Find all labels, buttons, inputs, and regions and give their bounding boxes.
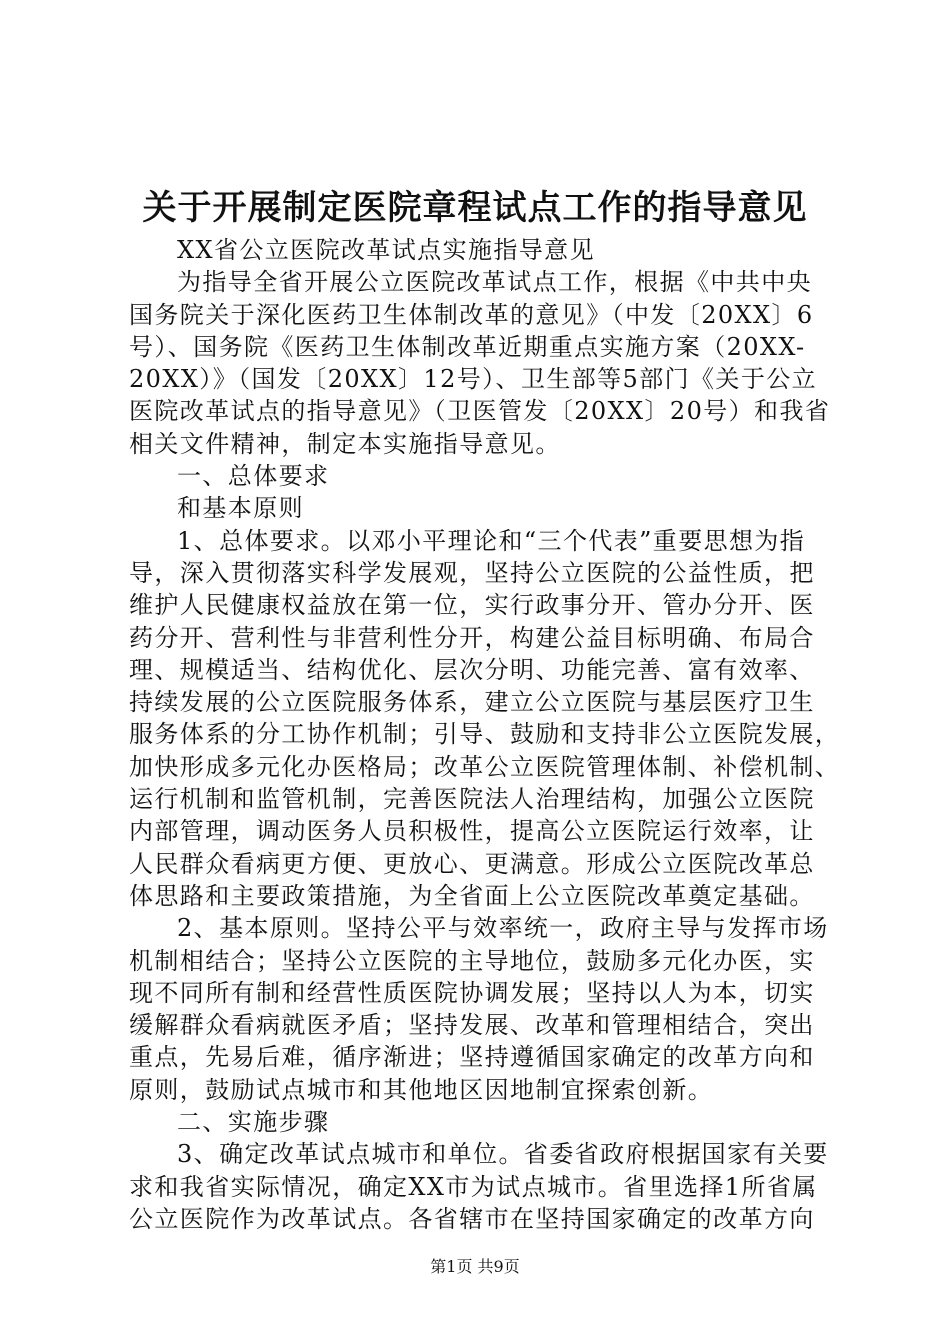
paragraph-line: 服务体系的分工协作机制；引导、鼓励和支持非公立医院发展， <box>129 720 841 749</box>
paragraph-line: 理、规模适当、结构优化、层次分明、功能完善、富有效率、 <box>129 655 815 684</box>
document-title: 关于开展制定医院章程试点工作的指导意见 <box>142 188 808 228</box>
paragraph-line: 号）、国务院《医药卫生体制改革近期重点实施方案（20XX- <box>129 332 806 361</box>
paragraph-line: 求和我省实际情况，确定XX市为试点城市。省里选择1所省属 <box>129 1172 818 1201</box>
paragraph-line: 医院改革试点的指导意见》（卫医管发〔20XX〕20号）和我省 <box>129 397 831 426</box>
section-heading: 二、实施步骤 <box>177 1108 330 1137</box>
subtitle-line: XX省公立医院改革试点实施指导意见 <box>177 236 595 264</box>
paragraph-line: 维护人民健康权益放在第一位，实行政事分开、管办分开、医 <box>129 591 815 620</box>
paragraph-line: 1、总体要求。以邓小平理论和“三个代表”重要思想为指 <box>177 526 806 555</box>
paragraph-line: 原则，鼓励试点城市和其他地区因地制宜探索创新。 <box>129 1075 714 1104</box>
paragraph-line: 导，深入贯彻落实科学发展观，坚持公立医院的公益性质，把 <box>129 558 815 587</box>
paragraph-line: 2、基本原则。坚持公平与效率统一，政府主导与发挥市场 <box>177 914 829 943</box>
document-body <box>129 234 849 1235</box>
paragraph-line: 缓解群众看病就医矛盾；坚持发展、改革和管理相结合，突出 <box>129 1011 815 1040</box>
paragraph-line: 公立医院作为改革试点。各省辖市在坚持国家确定的改革方向 <box>129 1204 815 1233</box>
section-heading: 和基本原则 <box>177 494 304 523</box>
paragraph-line: 药分开、营利性与非营利性分开，构建公益目标明确、布局合 <box>129 623 815 652</box>
section-heading: 一、总体要求 <box>177 462 330 491</box>
paragraph-line: 重点，先易后难，循序渐进；坚持遵循国家确定的改革方向和 <box>129 1043 815 1072</box>
paragraph-line: 体思路和主要政策措施，为全省面上公立医院改革奠定基础。 <box>129 881 815 910</box>
paragraph-line: 相关文件精神，制定本实施指导意见。 <box>129 429 561 458</box>
paragraph-line: 内部管理，调动医务人员积极性，提高公立医院运行效率，让 <box>129 817 815 846</box>
paragraph-line: 运行机制和监管机制，完善医院法人治理结构，加强公立医院 <box>129 785 815 814</box>
paragraph-line: 20XX）》（国发〔20XX〕12号）、卫生部等5部门《关于公立 <box>129 365 818 394</box>
paragraph-line: 3、确定改革试点城市和单位。省委省政府根据国家有关要 <box>177 1140 829 1169</box>
page-footer: 第1页 共9页 <box>430 1257 520 1276</box>
paragraph-line: 人民群众看病更方便、更放心、更满意。形成公立医院改革总 <box>129 849 815 878</box>
paragraph-line: 国务院关于深化医药卫生体制改革的意见》（中发〔20XX〕6 <box>129 300 814 329</box>
paragraph-line: 加快形成多元化办医格局；改革公立医院管理体制、补偿机制、 <box>129 752 841 781</box>
paragraph-line: 机制相结合；坚持公立医院的主导地位，鼓励多元化办医，实 <box>129 946 815 975</box>
paragraph-line: 持续发展的公立医院服务体系，建立公立医院与基层医疗卫生 <box>129 688 815 717</box>
paragraph-line: 为指导全省开展公立医院改革试点工作，根据《中共中央 <box>177 268 812 297</box>
paragraph-line: 现不同所有制和经营性质医院协调发展；坚持以人为本，切实 <box>129 978 815 1007</box>
